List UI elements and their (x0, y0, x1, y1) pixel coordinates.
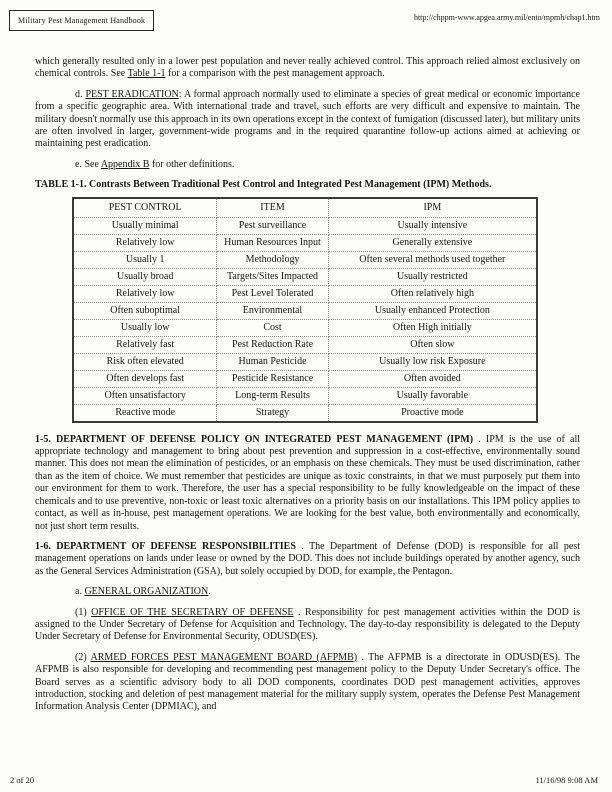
paragraph-1-text: . Responsibility for pest management activities within the DOD is assigned to the Under Secretary of Defense for Acquisition and Technology. The day-to-day responsibility is delegated to the Deputy Under Secretary of Defense for Environmental Security, ODUSD(ES). (35, 606, 580, 643)
table-row (73, 251, 537, 268)
paragraph-d-text: : A formal approach normally used to eliminate a species of great medical or economic importance from a specific geographic area. With international trade and travel, such efforts are very difficult and expensive to maintain. The military doesn't normally use this approach in its own operations except in the context of fumigation (discussed later), but military units are often involved in larger, government-wide programs and in the required quarantine follow-up actions aimed at achieving or maintaining pest eradication. (35, 88, 580, 150)
table-row (73, 234, 537, 251)
cell-pest-control: Usually 1 (73, 251, 217, 268)
table-row (73, 285, 537, 302)
paragraph-2-text: . The AFPMB is a directorate in ODUSD(ES). The AFPMB is also responsible for developing and recommending pest management policy to the Deputy Under Secretary's office. The Board serves as a scientific advisory body to all DOD components, coordinates DOD pest management activities, approves introduction, stocking and deletion of pest management material for the military supply system, operates the Defense Pest Management Information Analysis Center (DPMIAC), and (35, 651, 580, 713)
cell-ipm: Usually favorable (328, 387, 537, 404)
cell-ipm: Proactive mode (328, 404, 537, 422)
handbook-title: Military Pest Management Handbook (9, 10, 154, 31)
section-1-6-heading: 1-6. DEPARTMENT OF DEFENSE RESPONSIBILITIES (35, 540, 296, 552)
section-1-6-text: . The Department of Defense (DOD) is responsible for all pest management operations on lands under lease or owned by the DOD. This does not include buildings operated by another agency, such as the General Services Administration (GSA), but solely occupied by DOD, for example, the Pentagon. (35, 540, 580, 577)
table-row (73, 302, 537, 319)
section-1-5-text: . IPM is the use of all appropriate technology and management to bring about pest prevention and suppression in a cost-effective, environmentally sound manner. This does not mean the elimination of pesticides, or an emphasis on these chemicals. They must be used discrimination, rather than as the item of choice. We must remember that pesticides are unique as toxic constraints, in that we must purposely put them into our environment for them to work. Therefore, the user has a special responsibility to be fully knowledgeable on the impact of these chemicals and to use preventive, non-toxic or least toxic alternatives on a priority basis on our installations. This IPM policy applies to contact, as well as in-house, pest management operations. We are looking for the best value, both environmentally and economically, not just short term results. (35, 433, 580, 532)
cell-pest-control: Often suboptimal (73, 302, 217, 319)
table-row (73, 387, 537, 404)
section-1-5-heading: 1-5. DEPARTMENT OF DEFENSE POLICY ON INTEGRATED PEST MANAGEMENT (IPM) (35, 433, 474, 445)
paragraph-e-prefix: e. See (75, 158, 101, 170)
cell-item: Pest Level Tolerated (217, 285, 328, 302)
paragraph-d-prefix: d. (75, 88, 86, 100)
cell-pest-control: Usually minimal (73, 217, 217, 234)
paragraph-a-suffix: . (208, 586, 211, 598)
section-1-5-paragraph (35, 434, 580, 533)
column-header-ipm: IPM (328, 198, 537, 218)
general-organization-heading: GENERAL ORGANIZATION (84, 586, 209, 598)
column-header-pest-control: PEST CONTROL (73, 198, 217, 218)
ipm-comparison-table (72, 197, 538, 423)
cell-pest-control: Usually broad (73, 268, 217, 285)
cell-item: Methodology (217, 251, 328, 268)
page-number: 2 of 20 (10, 775, 35, 785)
intro-text-before: which generally resulted only in a lower pest population and never really achieved control. This approach relied almost exclusively on chemical controls. See (35, 56, 580, 80)
cell-item: Long-term Results (217, 387, 328, 404)
cell-ipm: Often relatively high (328, 285, 537, 302)
osd-heading: OFFICE OF THE SECRETARY OF DEFENSE (91, 606, 294, 618)
paragraph-2 (35, 652, 580, 714)
cell-item: Cost (217, 319, 328, 336)
page-header (9, 10, 600, 31)
cell-ipm: Generally extensive (328, 234, 537, 251)
table-row (73, 336, 537, 353)
cell-item: Strategy (217, 404, 328, 422)
appendix-b-link[interactable]: Appendix B (100, 158, 150, 170)
table-row (73, 404, 537, 422)
paragraph-e-suffix: for other definitions. (149, 158, 235, 170)
cell-ipm: Usually enhanced Protection (328, 302, 537, 319)
paragraph-d (35, 89, 580, 151)
cell-ipm: Usually low risk Exposure (328, 353, 537, 370)
cell-pest-control: Relatively low (73, 234, 217, 251)
cell-item: Environmental (217, 302, 328, 319)
paragraph-1 (35, 607, 580, 644)
cell-ipm: Often slow (328, 336, 537, 353)
cell-ipm: Usually restricted (328, 268, 537, 285)
cell-pest-control: Risk often elevated (73, 353, 217, 370)
cell-pest-control: Reactive mode (73, 404, 217, 422)
cell-item: Pest surveillance (217, 217, 328, 234)
pest-eradication-term: PEST ERADICATION (85, 88, 179, 100)
cell-ipm: Usually intensive (328, 217, 537, 234)
cell-item: Human Pesticide (217, 353, 328, 370)
document-body (35, 56, 580, 770)
intro-text-after: for a comparison with the pest management approach. (165, 68, 385, 80)
cell-ipm: Often several methods used together (328, 251, 537, 268)
table-row (73, 319, 537, 336)
table-row (73, 217, 537, 234)
cell-item: Pesticide Resistance (217, 370, 328, 387)
cell-pest-control: Usually low (73, 319, 217, 336)
cell-item: Targets/Sites Impacted (217, 268, 328, 285)
section-1-6-paragraph (35, 541, 580, 578)
column-header-item: ITEM (217, 198, 328, 218)
page-url: http://chppm-www.apgea.army.mil/ento/mpmh/chap1.htm (413, 13, 600, 22)
table-caption: TABLE 1-1. Contrasts Between Traditional Pest Control and Integrated Pest Management (IPM) Methods. (35, 179, 492, 191)
cell-pest-control: Often develops fast (73, 370, 217, 387)
cell-ipm: Often High initially (328, 319, 537, 336)
cell-item: Pest Reduction Rate (217, 336, 328, 353)
cell-item: Human Resources Input (217, 234, 328, 251)
afpmb-heading: ARMED FORCES PEST MANAGEMENT BOARD (AFPMB) (90, 651, 358, 663)
intro-paragraph (35, 56, 580, 81)
paragraph-2-prefix: (2) (75, 651, 91, 663)
print-timestamp: 11/16/98 9:08 AM (535, 775, 598, 785)
paragraph-a (35, 586, 580, 598)
cell-pest-control: Often unsatisfactory (73, 387, 217, 404)
table-row (73, 353, 537, 370)
table-row (73, 370, 537, 387)
cell-pest-control: Relatively fast (73, 336, 217, 353)
paragraph-a-prefix: a. (75, 586, 85, 598)
cell-pest-control: Relatively low (73, 285, 217, 302)
paragraph-e (35, 159, 580, 171)
table-header-row (73, 198, 537, 218)
table-row (73, 268, 537, 285)
paragraph-1-prefix: (1) (75, 606, 92, 618)
table-1-1-link[interactable]: Table 1-1 (127, 68, 166, 80)
cell-ipm: Often avoided (328, 370, 537, 387)
page-footer (10, 775, 598, 785)
